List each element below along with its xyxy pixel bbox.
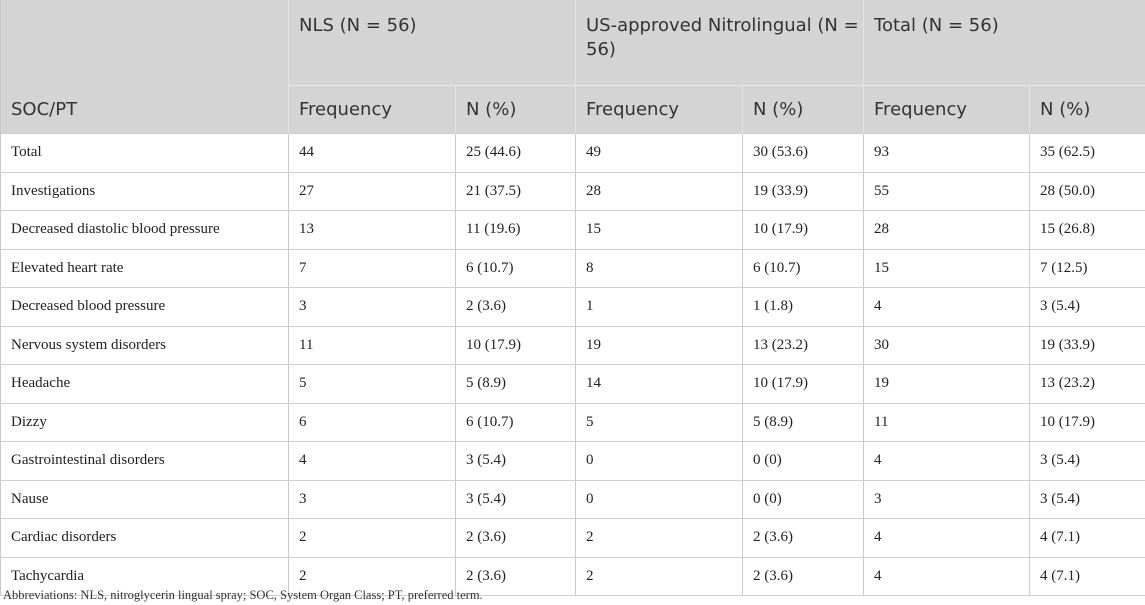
table-cell: 30 (53.6) xyxy=(743,134,864,173)
table-cell: 7 (12.5) xyxy=(1030,249,1145,288)
table-cell: 4 xyxy=(289,442,456,481)
table-cell: 3 (5.4) xyxy=(1030,288,1145,327)
table-cell: 25 (44.6) xyxy=(456,134,576,173)
table-cell: 30 xyxy=(864,326,1030,365)
table-cell: 3 (5.4) xyxy=(456,480,576,519)
nitrolingual-n-percent-header: N (%) xyxy=(743,86,864,134)
total-frequency-header: Frequency xyxy=(864,86,1030,134)
row-label: Nause xyxy=(1,480,289,519)
table-cell: 2 xyxy=(576,519,743,558)
table-cell: 3 xyxy=(864,480,1030,519)
table-cell: 3 xyxy=(289,288,456,327)
row-label: Total xyxy=(1,134,289,173)
soc-pt-header: SOC/PT xyxy=(1,0,289,134)
table-cell: 2 xyxy=(576,557,743,596)
table-cell: 2 (3.6) xyxy=(456,288,576,327)
table-cell: 13 (23.2) xyxy=(743,326,864,365)
table-cell: 5 (8.9) xyxy=(456,365,576,404)
table-cell: 11 (19.6) xyxy=(456,211,576,250)
table-row xyxy=(1,172,1145,211)
table-cell: 3 (5.4) xyxy=(1030,442,1145,481)
table-cell: 19 xyxy=(864,365,1030,404)
table-cell: 3 xyxy=(289,480,456,519)
table-cell: 28 (50.0) xyxy=(1030,172,1145,211)
table-cell: 2 xyxy=(289,519,456,558)
table-cell: 2 (3.6) xyxy=(743,519,864,558)
total-n-percent-header: N (%) xyxy=(1030,86,1145,134)
table-cell: 19 (33.9) xyxy=(743,172,864,211)
table-cell: 0 xyxy=(576,442,743,481)
row-label: Decreased diastolic blood pressure xyxy=(1,211,289,250)
row-label: Tachycardia xyxy=(1,557,289,596)
table-cell: 2 (3.6) xyxy=(456,519,576,558)
table-cell: 3 (5.4) xyxy=(1030,480,1145,519)
table-row xyxy=(1,134,1145,173)
table-row xyxy=(1,519,1145,558)
group-header-nitrolingual: US-approved Nitrolingual (N = 56) xyxy=(576,0,864,86)
row-label: Elevated heart rate xyxy=(1,249,289,288)
table-cell: 3 (5.4) xyxy=(456,442,576,481)
row-label: Nervous system disorders xyxy=(1,326,289,365)
row-label: Dizzy xyxy=(1,403,289,442)
table-cell: 35 (62.5) xyxy=(1030,134,1145,173)
table-cell: 28 xyxy=(864,211,1030,250)
table-cell: 0 (0) xyxy=(743,442,864,481)
nls-n-percent-header: N (%) xyxy=(456,86,576,134)
nitrolingual-frequency-header: Frequency xyxy=(576,86,743,134)
table-cell: 1 (1.8) xyxy=(743,288,864,327)
table-cell: 11 xyxy=(864,403,1030,442)
table-cell: 4 xyxy=(864,557,1030,596)
row-label: Investigations xyxy=(1,172,289,211)
table-cell: 5 xyxy=(289,365,456,404)
row-label: Decreased blood pressure xyxy=(1,288,289,327)
table-cell: 44 xyxy=(289,134,456,173)
table-cell: 8 xyxy=(576,249,743,288)
table-cell: 10 (17.9) xyxy=(456,326,576,365)
table-cell: 15 xyxy=(864,249,1030,288)
table-cell: 13 xyxy=(289,211,456,250)
table-cell: 13 (23.2) xyxy=(1030,365,1145,404)
table-row xyxy=(1,211,1145,250)
row-label: Gastrointestinal disorders xyxy=(1,442,289,481)
table-cell: 0 (0) xyxy=(743,480,864,519)
table-cell: 10 (17.9) xyxy=(743,211,864,250)
table-cell: 2 (3.6) xyxy=(456,557,576,596)
table-cell: 19 xyxy=(576,326,743,365)
table-row xyxy=(1,442,1145,481)
table-cell: 49 xyxy=(576,134,743,173)
row-label: Cardiac disorders xyxy=(1,519,289,558)
table-body xyxy=(1,134,1145,596)
table-cell: 93 xyxy=(864,134,1030,173)
table-cell: 4 (7.1) xyxy=(1030,557,1145,596)
table-cell: 6 (10.7) xyxy=(456,403,576,442)
table-cell: 10 (17.9) xyxy=(1030,403,1145,442)
table-cell: 19 (33.9) xyxy=(1030,326,1145,365)
table-cell: 6 (10.7) xyxy=(743,249,864,288)
table-cell: 15 (26.8) xyxy=(1030,211,1145,250)
nls-frequency-header: Frequency xyxy=(289,86,456,134)
table-cell: 4 xyxy=(864,288,1030,327)
table-cell: 14 xyxy=(576,365,743,404)
table-cell: 10 (17.9) xyxy=(743,365,864,404)
table-row xyxy=(1,480,1145,519)
table-cell: 55 xyxy=(864,172,1030,211)
table-cell: 4 xyxy=(864,519,1030,558)
table-cell: 11 xyxy=(289,326,456,365)
table-cell: 6 (10.7) xyxy=(456,249,576,288)
table-row xyxy=(1,249,1145,288)
table-row xyxy=(1,288,1145,327)
group-header-total: Total (N = 56) xyxy=(864,0,1145,86)
table-row xyxy=(1,326,1145,365)
table-cell: 21 (37.5) xyxy=(456,172,576,211)
group-header-nls: NLS (N = 56) xyxy=(289,0,576,86)
group-header-row xyxy=(1,0,1145,86)
table-cell: 5 xyxy=(576,403,743,442)
table-cell: 4 xyxy=(864,442,1030,481)
footnote: Abbreviations: NLS, nitroglycerin lingual spray; SOC, System Organ Class; PT, preferred term. xyxy=(3,588,483,602)
table-cell: 2 (3.6) xyxy=(743,557,864,596)
table-cell: 1 xyxy=(576,288,743,327)
table-row xyxy=(1,365,1145,404)
table-cell: 2 xyxy=(289,557,456,596)
table-cell: 4 (7.1) xyxy=(1030,519,1145,558)
table-cell: 0 xyxy=(576,480,743,519)
table-cell: 28 xyxy=(576,172,743,211)
table-row xyxy=(1,403,1145,442)
table-cell: 15 xyxy=(576,211,743,250)
table-cell: 5 (8.9) xyxy=(743,403,864,442)
table-cell: 7 xyxy=(289,249,456,288)
table-cell: 27 xyxy=(289,172,456,211)
table-cell: 6 xyxy=(289,403,456,442)
row-label: Headache xyxy=(1,365,289,404)
